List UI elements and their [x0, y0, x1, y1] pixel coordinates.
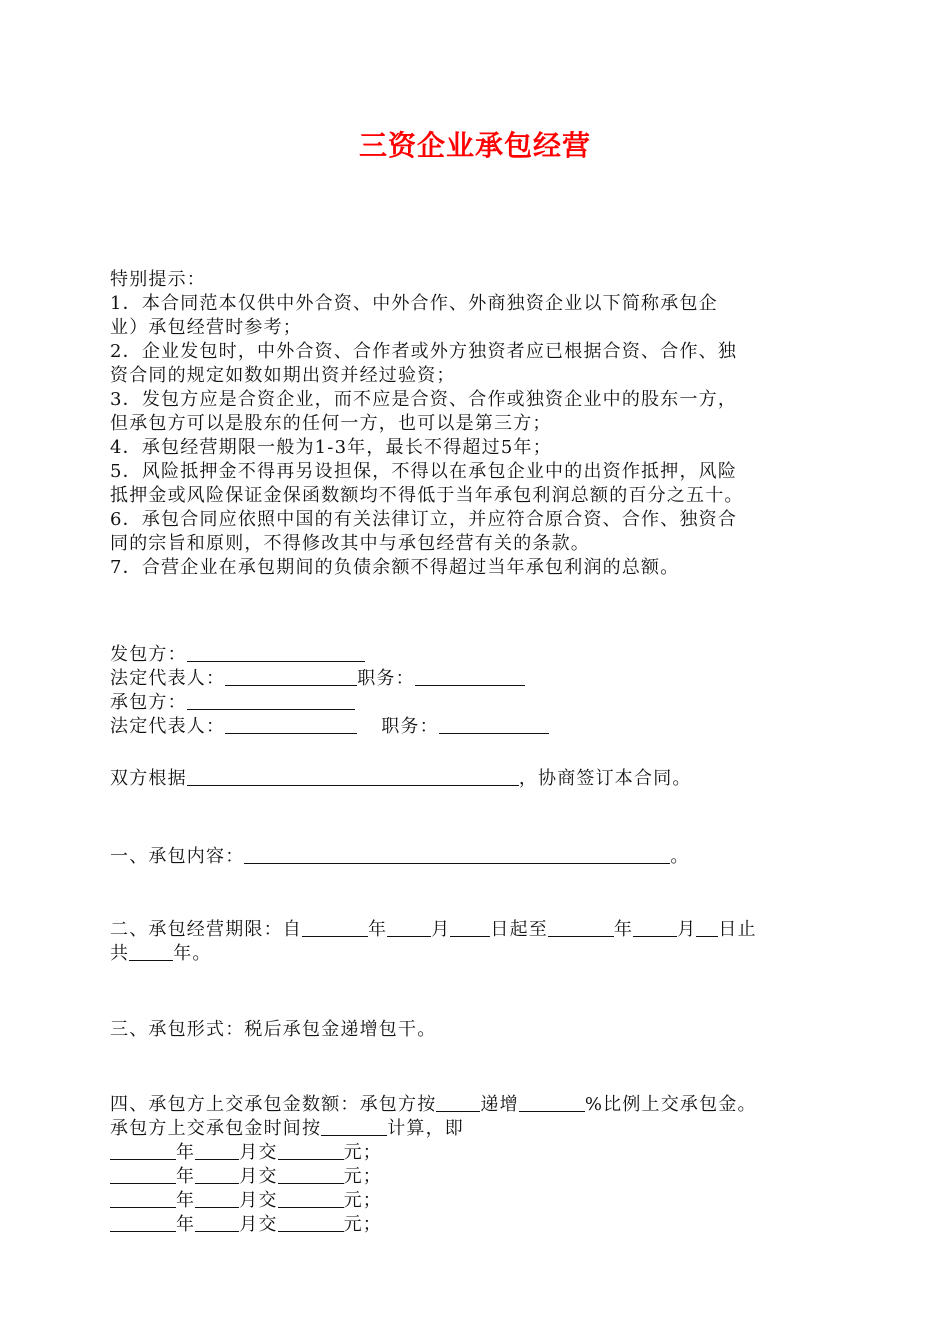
total-label: 共	[110, 943, 130, 964]
agreement-row	[110, 767, 845, 791]
notice-line: 但承包方可以是股东的任何一方，也可以是第三方；	[110, 413, 552, 434]
payment-year-blank[interactable]	[110, 1141, 176, 1160]
notice-line: 业）承包经营时参考；	[110, 317, 302, 338]
contractee-blank[interactable]	[187, 691, 355, 710]
payment-year-label: 年	[176, 1214, 196, 1235]
section-2-row-1	[110, 918, 845, 942]
payment-year-label: 年	[176, 1190, 196, 1211]
notice-line: 1．本合同范本仅供中外合资、中外合作、外商独资企业以下简称承包企	[110, 293, 718, 314]
notice-line: 7．合营企业在承包期间的负债余额不得超过当年承包利润的总额。	[110, 557, 680, 578]
section-4-label: 四、承包方上交承包金数额：承包方按	[110, 1094, 437, 1115]
payment-yuan-label: 元；	[343, 1190, 383, 1211]
day-to-label: 日止	[718, 919, 757, 940]
payment-year-blank[interactable]	[110, 1165, 176, 1184]
section-4-row-2	[110, 1117, 845, 1141]
payment-row	[110, 1165, 845, 1189]
years-label: 年。	[173, 943, 212, 964]
end-month-blank[interactable]	[633, 918, 677, 937]
section-1-label: 一、承包内容：	[110, 846, 245, 867]
notice-line: 资合同的规定如数如期出资并经过验资；	[110, 365, 456, 386]
payment-time-suffix: 计算，即	[387, 1118, 465, 1139]
payment-row	[110, 1189, 845, 1213]
start-year-blank[interactable]	[302, 918, 368, 937]
section-2-row-2	[110, 942, 845, 966]
end-day-blank[interactable]	[696, 918, 718, 937]
contract-content-blank[interactable]	[244, 845, 670, 864]
payment-year-blank[interactable]	[110, 1213, 176, 1232]
payment-yuan-label: 元；	[343, 1142, 383, 1163]
notice-line: 6．承包合同应依照中国的有关法律订立，并应符合原合资、合作、独资合	[110, 509, 738, 530]
agreement-suffix: ，协商签订本合同。	[518, 768, 692, 789]
legal-rep-blank[interactable]	[225, 715, 357, 734]
notice-line: 同的宗旨和原则，不得修改其中与承包经营有关的条款。	[110, 533, 590, 554]
contractor-row	[110, 643, 845, 667]
start-month-blank[interactable]	[387, 918, 431, 937]
contractee-row	[110, 691, 845, 715]
agreement-basis-blank[interactable]	[187, 767, 519, 786]
payment-year-blank[interactable]	[110, 1189, 176, 1208]
payment-amount-blank[interactable]	[278, 1165, 344, 1184]
section-3	[110, 1018, 845, 1042]
position-label: 职务：	[357, 668, 415, 689]
month-label: 月	[431, 919, 451, 940]
payment-month-label: 月交	[239, 1214, 278, 1235]
payment-month-blank[interactable]	[195, 1213, 239, 1232]
day-from-label: 日起至	[490, 919, 549, 940]
contractee-legal-rep-row	[110, 715, 845, 739]
position-blank[interactable]	[439, 715, 549, 734]
legal-rep-blank[interactable]	[225, 667, 357, 686]
payment-month-label: 月交	[239, 1142, 278, 1163]
payment-year-label: 年	[176, 1142, 196, 1163]
document-title: 三资企业承包经营	[358, 129, 591, 162]
notice-line: 2．企业发包时，中外合资、合作者或外方独资者应已根据合资、合作、独	[110, 341, 738, 362]
parties-block	[110, 643, 845, 739]
contractor-label: 发包方：	[110, 644, 187, 665]
notice-heading: 特别提示：	[110, 269, 206, 290]
notice-line: 5．风险抵押金不得再另设担保，不得以在承包企业中的出资作抵押，风险	[110, 461, 738, 482]
section-3-text: 三、承包形式：税后承包金递增包干。	[110, 1019, 437, 1040]
payment-month-blank[interactable]	[195, 1165, 239, 1184]
start-day-blank[interactable]	[450, 918, 490, 937]
payment-month-label: 月交	[239, 1166, 278, 1187]
payment-month-label: 月交	[239, 1190, 278, 1211]
position-blank[interactable]	[415, 667, 525, 686]
contractor-legal-rep-row	[110, 667, 845, 691]
special-notice	[110, 268, 845, 580]
ratio-label: %比例上交承包金。	[584, 1094, 757, 1115]
notice-line: 抵押金或风险保证金保函数额均不得低于当年承包利润总额的百分之五十。	[110, 485, 744, 506]
notice-line: 3．发包方应是合资企业，而不应是合资、合作或独资企业中的股东一方，	[110, 389, 738, 410]
year-label: 年	[614, 919, 634, 940]
section-1-end: 。	[670, 846, 690, 867]
payment-yuan-label: 元；	[343, 1166, 383, 1187]
section-4-row-1	[110, 1093, 845, 1117]
month-label: 月	[677, 919, 697, 940]
base-amount-blank[interactable]	[436, 1093, 480, 1112]
payment-time-label: 承包方上交承包金时间按	[110, 1118, 322, 1139]
increase-label: 递增	[480, 1094, 519, 1115]
ratio-blank[interactable]	[519, 1093, 585, 1112]
payment-row	[110, 1141, 845, 1165]
section-1	[110, 845, 845, 869]
contractee-label: 承包方：	[110, 692, 187, 713]
agreement-block	[110, 767, 845, 791]
section-4	[110, 1093, 845, 1237]
payment-yuan-label: 元；	[343, 1214, 383, 1235]
year-label: 年	[368, 919, 388, 940]
payment-amount-blank[interactable]	[278, 1213, 344, 1232]
section-1-row	[110, 845, 845, 869]
total-years-blank[interactable]	[129, 942, 173, 961]
notice-line: 4．承包经营期限一般为1-3年，最长不得超过5年；	[110, 437, 552, 458]
payment-row	[110, 1213, 845, 1237]
payment-amount-blank[interactable]	[278, 1141, 344, 1160]
end-year-blank[interactable]	[548, 918, 614, 937]
payment-time-blank[interactable]	[321, 1117, 387, 1136]
position-label: 职务：	[381, 716, 439, 737]
legal-rep-label: 法定代表人：	[110, 668, 226, 689]
agreement-prefix: 双方根据	[110, 768, 187, 789]
section-2-label: 二、承包经营期限：自	[110, 919, 302, 940]
legal-rep-label: 法定代表人：	[110, 716, 226, 737]
payment-year-label: 年	[176, 1166, 196, 1187]
section-2	[110, 918, 845, 966]
payment-month-blank[interactable]	[195, 1141, 239, 1160]
contractor-blank[interactable]	[187, 643, 365, 662]
payment-month-blank[interactable]	[195, 1189, 239, 1208]
payment-amount-blank[interactable]	[278, 1189, 344, 1208]
